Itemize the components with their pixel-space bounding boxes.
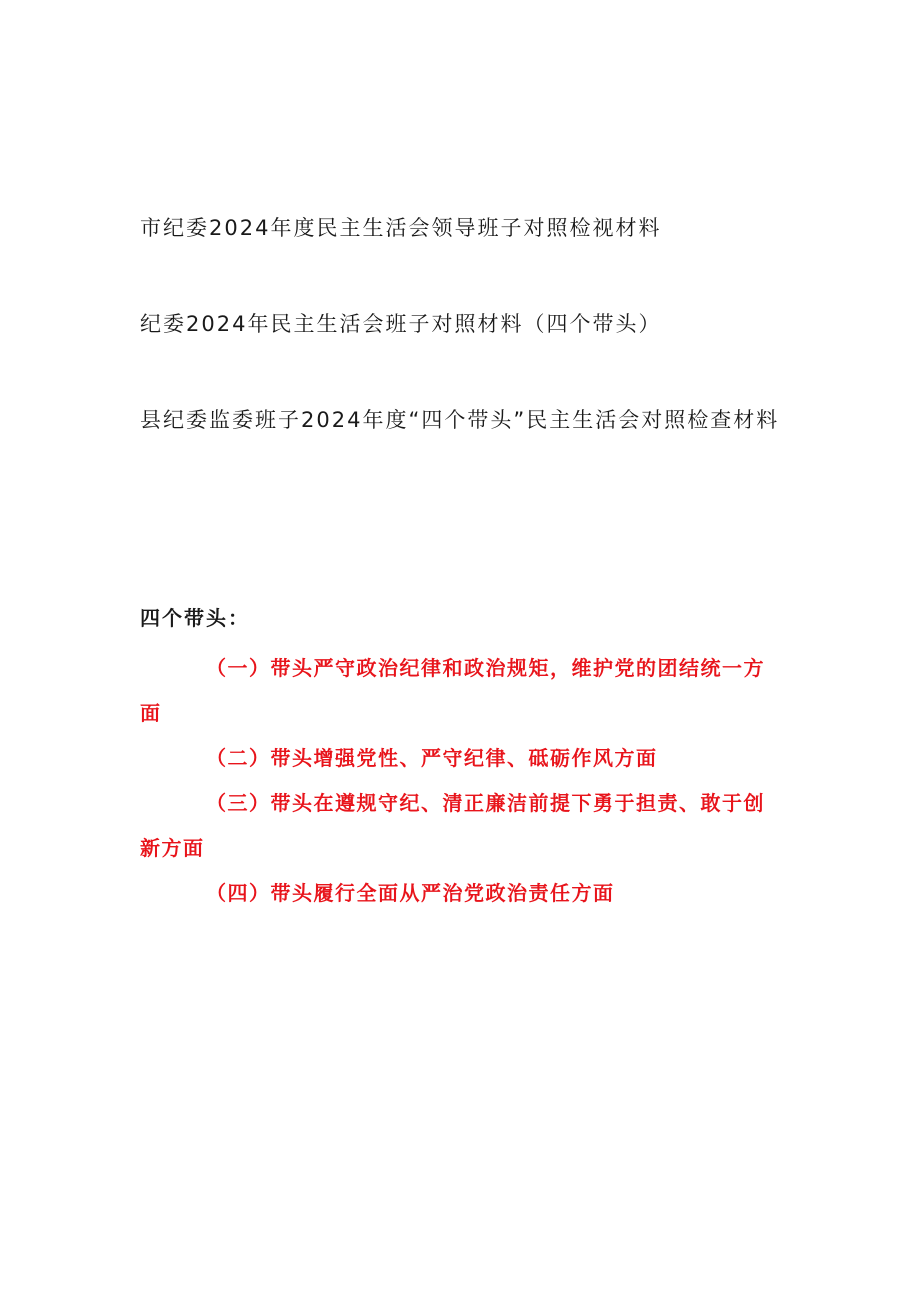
document-title-3: 县纪委监委班子2024年度“四个带头”民主生活会对照检查材料 (140, 408, 780, 432)
document-title-1: 市纪委2024年度民主生活会领导班子对照检视材料 (140, 216, 662, 240)
list-item: （一）带头严守政治纪律和政治规矩，维护党的团结统一方面 (140, 656, 765, 725)
list-item: （三）带头在遵规守纪、清正廉洁前提下勇于担责、敢于创新方面 (140, 791, 765, 860)
document-title-2: 纪委2024年民主生活会班子对照材料（四个带头） (140, 312, 662, 336)
section-heading: 四个带头： (140, 606, 250, 630)
list-item: （四）带头履行全面从严治党政治责任方面 (206, 881, 615, 905)
list-item: （二）带头增强党性、严守纪律、砥砺作风方面 (206, 746, 658, 770)
four-leads-list (140, 646, 780, 916)
